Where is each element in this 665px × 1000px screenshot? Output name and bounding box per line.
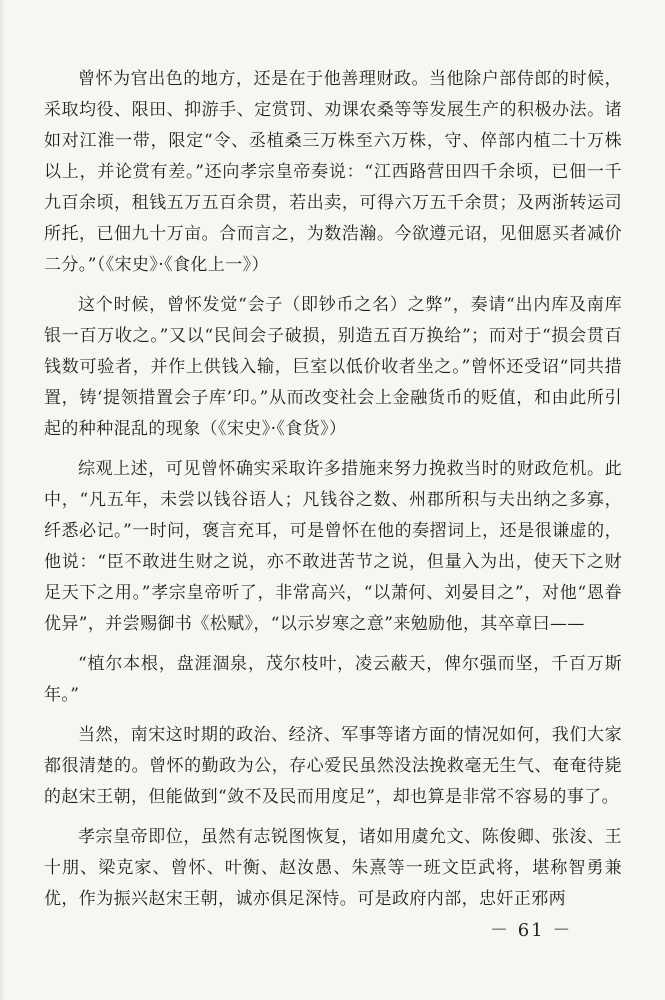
body-text (44, 64, 622, 924)
paragraph-6: 孝宗皇帝即位，虽然有志锐图恢复，诸如用虞允文、陈俊卿、张浚、王十朋、梁克家、曾怀、叶衡、赵汝愚、朱熹等一班文臣武将，堪称智勇兼优，作为振兴赵宋王朝，诚亦俱足深恃。可是政府内部，忠奸正邪两 (44, 827, 622, 909)
scan-shadow-edge (0, 0, 6, 1000)
paragraph-4-quote: “植尔本根，盘涯涸泉，茂尔枝叶，凌云蔽天，俾尔强而坚，千百万斯年。” (44, 654, 622, 705)
paragraph-5: 当然，南宋这时期的政治、经济、军事等诸方面的情况如何，我们大家都很清楚的。曾怀的勤政为公，存心爱民虽然没法挽救毫无生气、奄奄待毙的赵宋王朝，但能做到“敛不及民而用度足”，却也算是非常不容易的事了。 (44, 725, 622, 807)
paragraph-1: 曾怀为官出色的地方，还是在于他善理财政。当他除户部侍郎的时候，采取均役、限田、抑游手、定赏罚、劝课农桑等等发展生产的积极办法。诸如对江淮一带，限定“令、丞植桑三万株至六万株，守、倅部内植二十万株以上，并论赏有差。”还向孝宗皇帝奏说：“江西路营田四千余顷，已佃一千九百余顷，租钱五万五百余贯，若出卖，可得六万五千余贯；及两浙转运司所托，已佃九十万亩。合而言之，为数浩瀚。今欲遵元诏，见佃愿买者减价二分。”（《宋史》·《食化上一》） (44, 69, 622, 275)
paragraph-3: 综观上述，可见曾怀确实采取许多措施来努力挽救当时的财政危机。此中，“凡五年，未尝以钱谷语人；凡钱谷之数、州郡所积与夫出纳之多寡，纤悉必记。”一时问，褒言充耳，可是曾怀在他的奏摺词上，还是很谦虚的，他说：“臣不敢进生财之说，亦不敢进苦节之说，但量入为出，使天下之财足天下之用。”孝宗皇帝听了，非常高兴，“以萧何、刘晏目之”，对他“恩眷优异”，并尝赐御书《松赋》，“以示岁寒之意”来勉励他，其卒章曰—— (44, 459, 622, 634)
page-number: － 61 － (490, 920, 573, 941)
paragraph-2: 这个时候，曾怀发觉“会子（即钞币之名）之弊”，奏请“出内库及南库银一百万收之。”又以“民间会子破损，别造五百万换给”；而对于“损会贯百钱数可验者，并作上供钱入输，巨室以低价收者坐之。”曾怀还受诏“同共措置，铸‘提领措置会子库’印。”从而改变社会上金融货币的贬值，和由此所引起的种种混乱的现象（《宋史》·《食货》） (44, 295, 622, 439)
